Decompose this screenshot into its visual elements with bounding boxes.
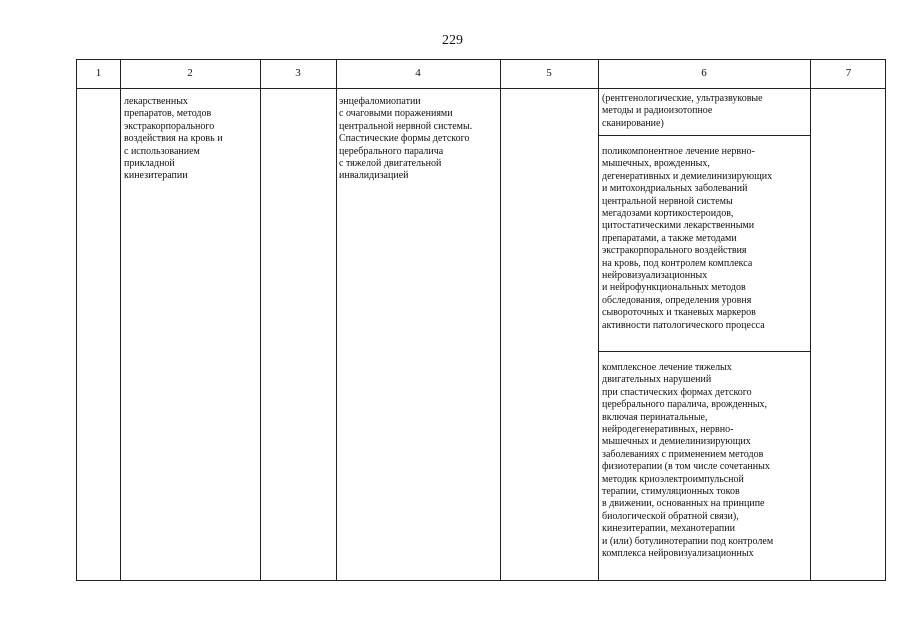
column-divider (120, 60, 121, 580)
cell-divider (598, 135, 810, 136)
cell-col4: энцефаломиопатии с очаговыми поражениями центральной нервной системы. Спастические формы детского церебрального паралича с тяжелой двигательной инвалидизацией (339, 96, 473, 182)
document-table (76, 59, 886, 581)
column-divider (810, 60, 811, 580)
column-header-6: 6 (701, 67, 707, 79)
cell-col6-block-2: поликомпонентное лечение нервно- мышечных, врожденных, дегенеративных и демиелинизирующих и митохондриальных заболеваний центральной нервной системы мегадозами кортикостероидов, цитостатическими лекарственными препаратами, а также методами экстракорпорального воздействия на кровь, под контролем комплекса нейровизуализационных и нейрофункциональных методов обследования, определения уровня сывороточных и тканевых маркеров активности патологического процесса (602, 146, 773, 331)
cell-col6-block-3: комплексное лечение тяжелых двигательных нарушений при спастических формах детского церебрального паралича, врожденных, включая перинатальные, нейродегенеративных, нервно- мышечных и демиелинизирующих заболеваниях с применением методов физиотерапии (в том числе сочетанных методик криоэлектроимпульсной терапии, стимуляционных токов в движении, основанных на принципе биологической обратной связи), кинезитерапии, механотерапии и (или) ботулинотерапии под контролем комплекса нейровизуализационных (602, 362, 774, 560)
page-number: 229 (442, 33, 463, 48)
cell-col2: лекарственных препаратов, методов экстракорпорального воздействия на кровь и с использованием прикладной кинезитерапии (124, 96, 223, 182)
column-divider (336, 60, 337, 580)
column-header-3: 3 (295, 67, 301, 79)
column-header-1: 1 (95, 67, 102, 79)
column-divider (500, 60, 501, 580)
column-divider (598, 60, 599, 580)
column-header-5: 5 (546, 67, 552, 79)
header-divider (77, 88, 885, 89)
column-divider (260, 60, 261, 580)
cell-col6-block-1: (рентгенологические, ультразвуковые методы и радиоизотопное сканирование) (602, 93, 763, 129)
column-header-7: 7 (845, 67, 852, 79)
column-header-2: 2 (187, 67, 193, 79)
column-header-4: 4 (415, 67, 421, 79)
cell-divider (598, 351, 810, 352)
